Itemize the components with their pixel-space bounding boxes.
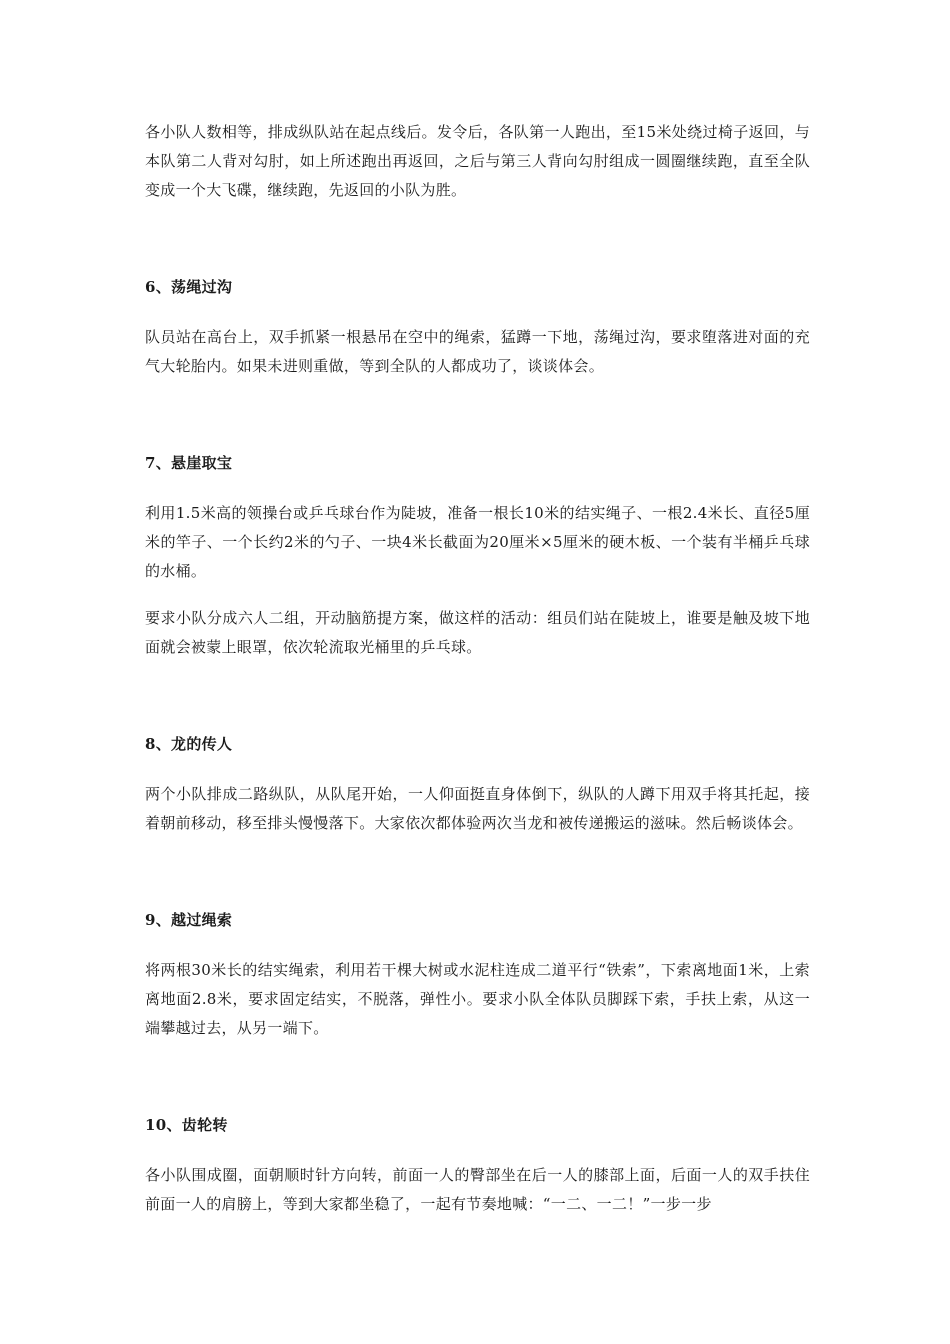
document-page xyxy=(145,118,810,1219)
section-title-6: 6、荡绳过沟 xyxy=(145,278,233,296)
section-title-7: 7、悬崖取宝 xyxy=(145,454,233,472)
section-9-paragraph-1: 将两根30米长的结实绳索，利用若干棵大树或水泥柱连成二道平行“铁索”，下索离地面1米，上索离地面2.8米，要求固定结实，不脱落，弹性小。要求小队全体队员脚踩下索，手扶上索，从这一端攀越过去，从另一端下。 xyxy=(145,961,810,1037)
section-7-paragraph-1: 利用1.5米高的领操台或乒乓球台作为陡坡，准备一根长10米的结实绳子、一根2.4米长、直径5厘米的竿子、一个长约2米的勺子、一块4米长截面为20厘米×5厘米的硬木板、一个装有半桶乒乓球的水桶。 xyxy=(145,504,810,580)
intro-paragraph: 各小队人数相等，排成纵队站在起点线后。发令后，各队第一人跑出，至15米处绕过椅子返回，与本队第二人背对勾肘，如上所述跑出再返回，之后与第三人背向勾肘组成一圆圈继续跑，直至全队变成一个大飞碟，继续跑，先返回的小队为胜。 xyxy=(145,123,810,199)
section-title-10: 10、齿轮转 xyxy=(145,1116,228,1134)
section-7-paragraph-2: 要求小队分成六人二组，开动脑筋提方案，做这样的活动：组员们站在陡坡上，谁要是触及坡下地面就会被蒙上眼罩，依次轮流取光桶里的乒乓球。 xyxy=(145,609,810,656)
section-10-paragraph-1: 各小队围成圈，面朝顺时针方向转，前面一人的臀部坐在后一人的膝部上面，后面一人的双手扶住前面一人的肩膀上，等到大家都坐稳了，一起有节奏地喊：“一二、一二！”一步一步 xyxy=(145,1166,810,1213)
section-title-9: 9、越过绳索 xyxy=(145,911,233,929)
section-title-8: 8、龙的传人 xyxy=(145,735,233,753)
section-8-paragraph-1: 两个小队排成二路纵队，从队尾开始，一人仰面挺直身体倒下，纵队的人蹲下用双手将其托起，接着朝前移动，移至排头慢慢落下。大家依次都体验两次当龙和被传递搬运的滋味。然后畅谈体会。 xyxy=(145,785,810,832)
section-6-paragraph-1: 队员站在高台上，双手抓紧一根悬吊在空中的绳索，猛蹲一下地，荡绳过沟，要求堕落进对面的充气大轮胎内。如果未进则重做，等到全队的人都成功了，谈谈体会。 xyxy=(145,328,810,375)
